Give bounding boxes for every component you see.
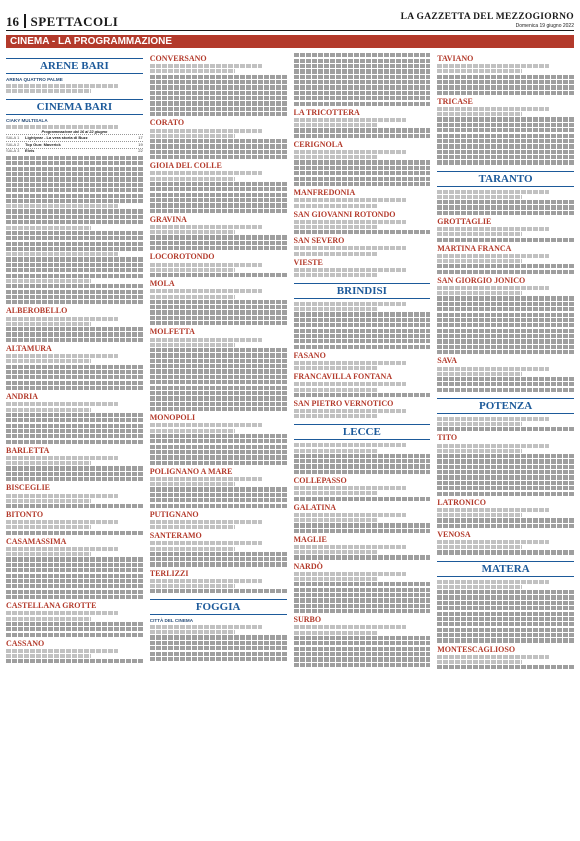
city-heading: CASSANO	[6, 638, 45, 648]
city-heading: SURBO	[293, 615, 322, 625]
region-title: FOGGIA	[150, 599, 287, 615]
programming-note: Programmazione dal 16 al 22 giugno	[41, 129, 108, 134]
city-heading: MONOPOLI	[149, 413, 196, 423]
region-title: ARENE BARI	[6, 58, 143, 74]
column-4	[437, 52, 574, 837]
city-heading: CORATO	[149, 118, 185, 128]
city-heading: CONVERSANO	[149, 54, 207, 63]
city-heading: BARLETTA	[6, 445, 50, 455]
city-heading: SANTERAMO	[149, 531, 202, 541]
city-heading: MAGLIE	[293, 534, 327, 544]
city-heading: MANFREDONIA	[293, 188, 356, 198]
section-banner: CINEMA - LA PROGRAMMAZIONE	[6, 35, 574, 48]
region-title: CINEMA BARI	[6, 99, 143, 115]
city-heading: BITONTO	[6, 510, 44, 520]
city-heading: LOCOROTONDO	[149, 252, 215, 262]
cinema-name: ARENA QUATTRO PALME	[6, 77, 63, 82]
city-heading: ALBEROBELLO	[6, 306, 68, 316]
region-title: POTENZA	[437, 398, 574, 414]
city-heading: MONTESCAGLIOSO	[437, 644, 516, 654]
page-header	[6, 4, 574, 31]
column-1	[6, 52, 143, 837]
region-title: LECCE	[294, 424, 431, 440]
city-heading: MOLFETTA	[149, 327, 195, 337]
city-heading: GIOIA DEL COLLE	[149, 161, 222, 171]
city-heading: SAVA	[437, 356, 457, 366]
section-title: SPETTACOLI	[30, 14, 119, 29]
cinema-name: CIAKY MULTISALA	[6, 117, 48, 123]
column-2	[150, 52, 287, 837]
cinema-name: CITTÀ DEL CINEMA	[149, 618, 194, 624]
city-heading: CERIGNOLA	[293, 139, 343, 149]
city-heading: ALTAMURA	[6, 343, 52, 353]
page-number: 16	[6, 14, 19, 29]
city-heading: FASANO	[293, 350, 326, 360]
masthead: LA GAZZETTA DEL MEZZOGIORNO	[400, 12, 574, 22]
city-heading: SAN SEVERO	[293, 236, 345, 246]
city-heading: VENOSA	[437, 529, 471, 539]
city-heading: FRANCAVILLA FONTANA	[293, 372, 393, 382]
city-heading: NARDÒ	[293, 561, 323, 571]
region-title: TARANTO	[437, 171, 574, 187]
city-heading: GROTTAGLIE	[437, 216, 492, 226]
city-heading: MOLA	[149, 279, 175, 289]
header-divider	[24, 14, 26, 28]
city-heading: CASAMASSIMA	[6, 536, 67, 546]
listing-row: SALA 3 Elvis 22	[6, 148, 143, 154]
city-heading: TERLIZZI	[149, 568, 189, 578]
region-title: BRINDISI	[294, 283, 431, 299]
city-heading: TITO	[437, 433, 458, 443]
city-heading: VIESTE	[293, 257, 323, 267]
city-heading: POLIGNANO A MARE	[149, 466, 233, 476]
city-heading: BISCEGLIE	[6, 483, 51, 493]
city-heading: GRAVINA	[149, 214, 187, 224]
city-heading: TAVIANO	[437, 54, 474, 63]
column-3	[294, 52, 431, 837]
city-heading: SAN GIOVANNI ROTONDO	[293, 209, 396, 219]
city-heading: COLLEPASSO	[293, 476, 347, 485]
city-heading: PUTIGNANO	[149, 509, 199, 519]
listing-columns	[6, 52, 574, 837]
city-heading: LA TRICOTTERA	[293, 107, 360, 117]
region-title: MATERA	[437, 561, 574, 577]
issue-date: Domenica 19 giugno 2022	[515, 23, 574, 29]
city-heading: SAN GIORGIO JONICO	[437, 275, 526, 285]
listing-row: SALA 2 Top Gun: Maverick 19	[6, 141, 143, 147]
listing-row: SALA 1 Lightyear - La vera storia di Buzz 17	[6, 134, 143, 140]
city-heading: CASTELLANA GROTTE	[6, 601, 97, 611]
city-heading: MARTINA FRANCA	[437, 243, 512, 253]
city-heading: SAN PIETRO VERNOTICO	[293, 398, 394, 408]
city-heading: LATRONICO	[437, 497, 486, 507]
city-heading: GALATINA	[293, 502, 337, 512]
city-heading: TRICASE	[437, 96, 473, 106]
city-heading: ANDRIA	[6, 392, 38, 402]
